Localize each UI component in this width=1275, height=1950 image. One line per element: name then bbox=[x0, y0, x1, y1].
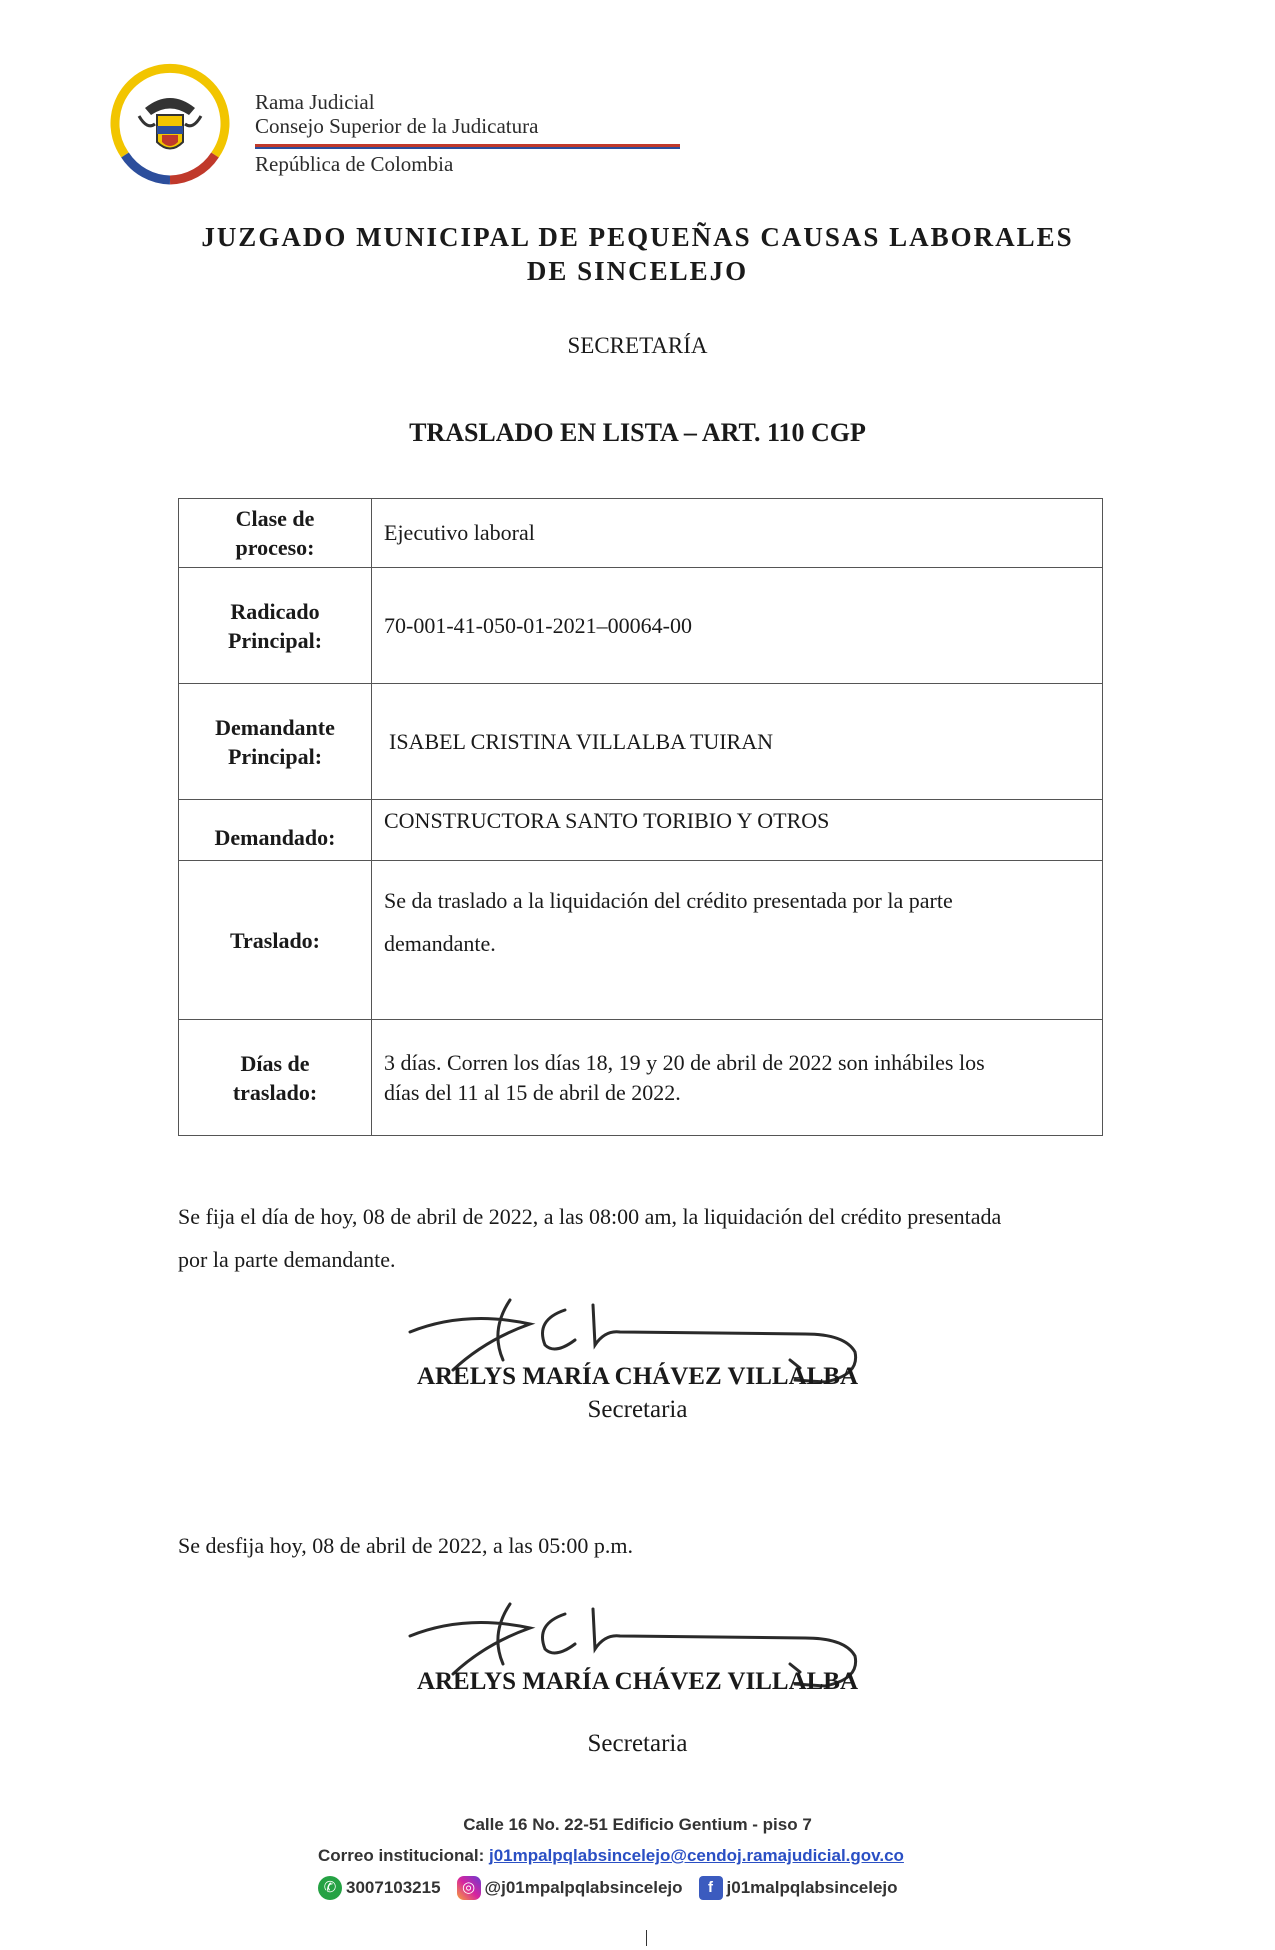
value-line: demandante. bbox=[384, 931, 496, 956]
value-line: Se da traslado a la liquidación del crédito presentada por la parte bbox=[384, 888, 953, 913]
case-info-table bbox=[178, 498, 1103, 1136]
signature-role: Secretaria bbox=[587, 1396, 688, 1423]
logo-line-rama: Rama Judicial bbox=[255, 90, 375, 114]
table-row bbox=[179, 861, 1103, 1020]
label-line: Demandante bbox=[215, 714, 335, 740]
signature-name: ARELYS MARÍA CHÁVEZ VILLALBA bbox=[416, 1668, 859, 1695]
footer-email-row bbox=[318, 1846, 904, 1866]
row-value bbox=[372, 568, 1103, 684]
judicial-seal-icon bbox=[105, 60, 235, 190]
court-title bbox=[0, 220, 1275, 288]
row-label bbox=[179, 1020, 372, 1136]
row-value bbox=[372, 800, 1103, 861]
phone-number: 3007103215 bbox=[346, 1878, 441, 1897]
value-line: días del 11 al 15 de abril de 2022. bbox=[384, 1079, 681, 1105]
row-label bbox=[179, 684, 372, 800]
label-line: Demandado: bbox=[214, 825, 336, 850]
label-line: traslado: bbox=[232, 1079, 318, 1105]
fija-paragraph bbox=[178, 1195, 1108, 1281]
email-link[interactable]: j01mpalpqlabsincelejo@cendoj.ramajudicial.gov.co bbox=[488, 1846, 904, 1865]
value-line: CONSTRUCTORA SANTO TORIBIO Y OTROS bbox=[384, 808, 830, 833]
facebook-icon: f bbox=[699, 1876, 723, 1900]
label-line: proceso: bbox=[235, 535, 315, 560]
label-line: Clase de bbox=[235, 506, 315, 531]
notice-title: TRASLADO EN LISTA – ART. 110 CGP bbox=[409, 418, 866, 447]
row-label bbox=[179, 568, 372, 684]
whatsapp-icon: ✆ bbox=[318, 1876, 342, 1900]
facebook-handle: j01malpqlabsincelejo bbox=[726, 1878, 898, 1897]
signature-role: Secretaria bbox=[587, 1730, 688, 1757]
row-value bbox=[372, 861, 1103, 1020]
instagram-handle: @j01mpalpqlabsincelejo bbox=[484, 1878, 683, 1897]
table-row bbox=[179, 568, 1103, 684]
table-row bbox=[179, 1020, 1103, 1136]
row-value bbox=[372, 684, 1103, 800]
email-label: Correo institucional: bbox=[318, 1846, 485, 1865]
logo-divider-blue bbox=[255, 147, 680, 149]
header-logo bbox=[105, 60, 595, 190]
row-label bbox=[179, 499, 372, 568]
footer-address: Calle 16 No. 22-51 Edificio Gentium - piso 7 bbox=[463, 1815, 812, 1834]
value-line: 70-001-41-050-01-2021–00064-00 bbox=[384, 612, 692, 638]
label-line: Traslado: bbox=[229, 927, 321, 953]
value-line: Ejecutivo laboral bbox=[384, 520, 535, 545]
row-label bbox=[179, 800, 372, 861]
label-line: Principal: bbox=[227, 743, 323, 769]
instagram-icon: ◎ bbox=[457, 1876, 481, 1900]
row-label bbox=[179, 861, 372, 1020]
secretaria-label: SECRETARÍA bbox=[567, 333, 708, 358]
label-line: Días de bbox=[240, 1050, 310, 1076]
table-row bbox=[179, 684, 1103, 800]
label-line: Principal: bbox=[227, 627, 323, 653]
signature-name: ARELYS MARÍA CHÁVEZ VILLALBA bbox=[416, 1363, 859, 1390]
value-line: 3 días. Corren los días 18, 19 y 20 de abril de 2022 son inhábiles los bbox=[384, 1049, 985, 1075]
court-title-line1: JUZGADO MUNICIPAL DE PEQUEÑAS CAUSAS LABORALES bbox=[201, 222, 1074, 252]
desfija-paragraph: Se desfija hoy, 08 de abril de 2022, a las 05:00 p.m. bbox=[178, 1533, 633, 1558]
logo-line-republica: República de Colombia bbox=[255, 152, 454, 176]
fija-line: Se fija el día de hoy, 08 de abril de 2022, a las 08:00 am, la liquidación del crédito presentada bbox=[178, 1204, 1002, 1229]
logo-line-consejo: Consejo Superior de la Judicatura bbox=[255, 114, 539, 138]
label-line: Radicado bbox=[230, 598, 320, 624]
footer-social-row bbox=[318, 1874, 914, 1902]
table-row bbox=[179, 800, 1103, 861]
fija-line: por la parte demandante. bbox=[178, 1247, 396, 1272]
court-title-line2: DE SINCELEJO bbox=[526, 256, 749, 286]
table-row bbox=[179, 499, 1103, 568]
row-value bbox=[372, 1020, 1103, 1136]
row-value bbox=[372, 499, 1103, 568]
page-marker bbox=[646, 1930, 647, 1946]
value-line: ISABEL CRISTINA VILLALBA TUIRAN bbox=[389, 728, 773, 754]
